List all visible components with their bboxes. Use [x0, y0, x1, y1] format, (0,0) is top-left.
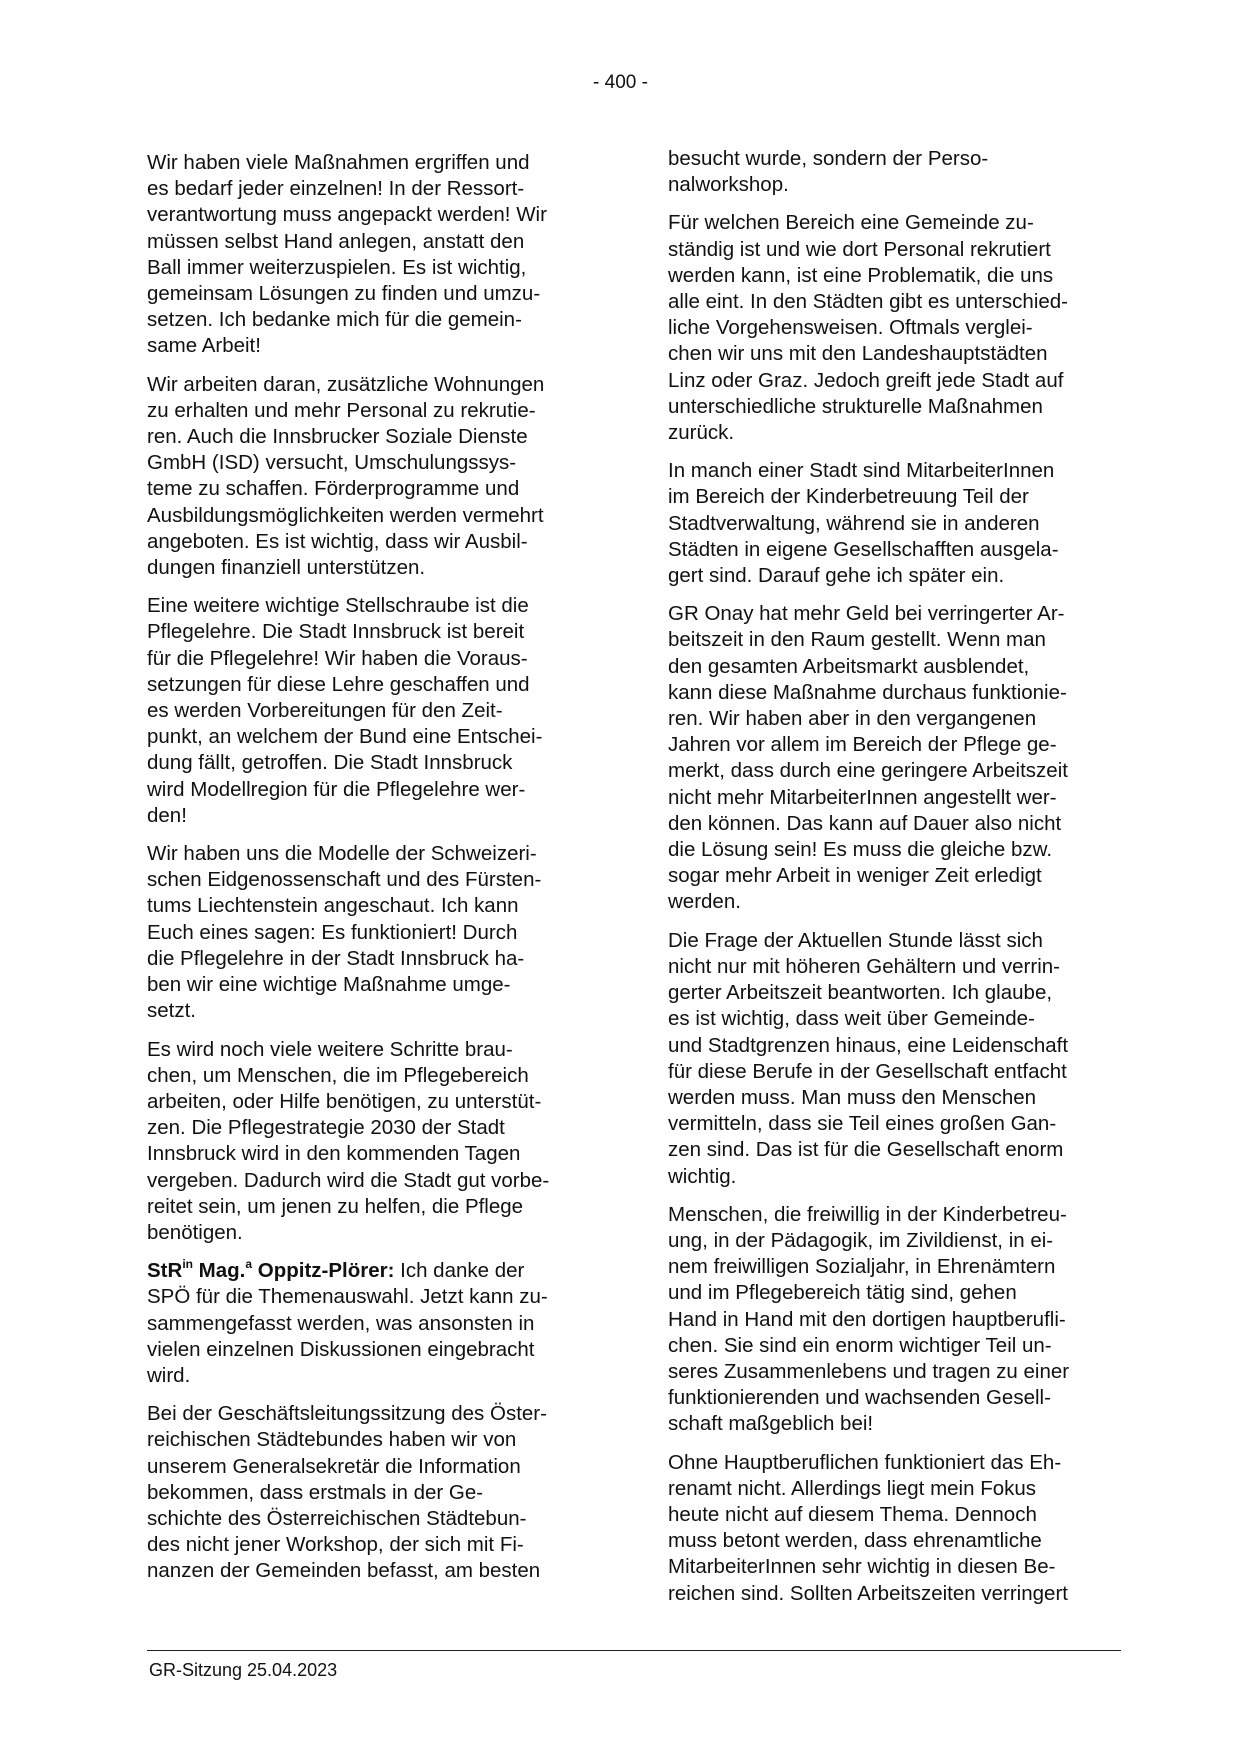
footer-session-date: GR-Sitzung 25.04.2023 — [149, 1660, 338, 1680]
paragraph: Wir haben uns die Modelle der Schweizeri- schen Eidgenossenschaft und des Fürsten- tums Liechtenstein angeschaut. Ich kann Euch eines sagen: Es funktioniert! Durch die Pflegelehre in der Stadt Innsbruck ha- ben wir eine wichtige Maßnahme umge- setzt. — [147, 842, 542, 1023]
paragraph: GR Onay hat mehr Geld bei verringerter Ar- beitszeit in den Raum gestellt. Wenn man den gesamten Arbeitsmarkt ausblendet, kann diese Maßnahme durchaus funktionie- ren. Wir haben aber in den vergangenen Jahren vor allem im Bereich der Pflege ge- merkt, dass durch eine geringere Arbeitszeit nicht mehr MitarbeiterInnen angestellt wer- den können. Das kann auf Dauer also nicht die Lösung sein! Es muss die gleiche bzw. sogar mehr Arbeit in weniger Zeit erledigt werden. — [668, 602, 1068, 914]
paragraph: Wir arbeiten daran, zusätzliche Wohnungen zu erhalten und mehr Personal zu rekrutie- ren. Auch die Innsbrucker Soziale Dienste GmbH (ISD) versucht, Umschulungssys- teme zu schaffen. Förderprogramme und Ausbildungsmöglichkeiten werden vermehrt angeboten. Es ist wichtig, dass wir Ausbil- dungen finanziell unterstützen. — [147, 372, 545, 580]
speaker-text: Ich danke der SPÖ für die Themenauswahl. Jetzt kann zu- sammengefasst werden, was ansonsten in vielen einzelnen Diskussionen eingebracht wird. — [147, 1259, 548, 1387]
paragraph: Ohne Hauptberuflichen funktioniert das Eh- renamt nicht. Allerdings liegt mein Fokus heute nicht auf diesem Thema. Dennoch muss betont werden, dass ehrenamtliche MitarbeiterInnen sehr wichtig in diesen Be- reichen sind. Sollten Arbeitszeiten verringert — [668, 1450, 1068, 1605]
footer-divider — [147, 1650, 1121, 1651]
paragraph: In manch einer Stadt sind MitarbeiterInnen im Bereich der Kinderbetreuung Teil der Stadtverwaltung, während sie in anderen Städten in eigene Gesellschafften ausgela- gert sind. Darauf gehe ich später ein. — [668, 459, 1059, 588]
left-column — [147, 150, 597, 1597]
paragraph: besucht wurde, sondern der Perso- nalworkshop. — [668, 147, 989, 197]
paragraph: Bei der Geschäftsleitungssitzung des Öster- reichischen Städtebundes haben wir von unserem Generalsekretär die Information bekommen, dass erstmals in der Ge- schichte des Österreichischen Städtebun- des nicht jener Workshop, der sich mit Fi- nanzen der Gemeinden befasst, am besten — [147, 1402, 547, 1583]
speaker-title-sup: in — [182, 1257, 193, 1272]
paragraph: Menschen, die freiwillig in der Kinderbetreu- ung, in der Pädagogik, im Zivildienst, in ei- nem freiwilligen Sozialjahr, in Ehrenämtern und im Pflegebereich tätig sind, gehen Hand in Hand mit den dortigen hauptberufli- chen. Sie sind ein enorm wichtiger Teil un- seres Zusammenlebens und tragen zu einer funktionierenden und wachsenden Gesell- schaft maßgeblich bei! — [668, 1202, 1070, 1436]
speaker-surname: Oppitz-Plörer: — [252, 1259, 395, 1283]
speaker-name — [147, 1259, 394, 1282]
speaker-degree-sup: a — [245, 1257, 253, 1272]
right-column — [668, 147, 1118, 1619]
speaker-title: StR — [147, 1259, 183, 1283]
paragraph: Für welchen Bereich eine Gemeinde zu- ständig ist und wie dort Personal rekrutiert werden kann, ist eine Problematik, die uns alle eint. In den Städten gibt es unterschied- liche Vorgehensweisen. Oftmals verglei- chen wir uns mit den Landeshauptstädten Linz oder Graz. Jedoch greift jede Stadt auf unterschiedliche strukturelle Maßnahmen zurück. — [668, 211, 1069, 445]
speaker-paragraph — [147, 1258, 597, 1389]
paragraph: Es wird noch viele weitere Schritte brau- chen, um Menschen, die im Pflegebereich arbeiten, oder Hilfe benötigen, zu unterstüt- zen. Die Pflegestrategie 2030 der Stadt Innsbruck wird in den kommenden Tagen vergeben. Dadurch wird die Stadt gut vorbe- reitet sein, um jenen zu helfen, die Pflege benötigen. — [147, 1037, 550, 1244]
paragraph: Wir haben viele Maßnahmen ergriffen und es bedarf jeder einzelnen! In der Ressort- verantwortung muss angepackt werden! Wir müssen selbst Hand anlegen, anstatt den Ball immer weiterzuspielen. Es ist wichtig, gemeinsam Lösungen zu finden und umzu- setzen. Ich bedanke mich für die gemein- same Arbeit! — [147, 151, 547, 358]
paragraph: Eine weitere wichtige Stellschraube ist die Pflegelehre. Die Stadt Innsbruck ist bereit für die Pflegelehre! Wir haben die Voraus- setzungen für diese Lehre geschaffen und es werden Vorbereitungen für den Zeit- punkt, an welchem der Bund eine Entschei- dung fällt, getroffen. Die Stadt Innsbruck wird Modellregion für die Pflegelehre wer- den! — [147, 594, 543, 827]
speaker-degree: Mag. — [192, 1259, 246, 1283]
page-number: - 400 - — [593, 72, 648, 93]
paragraph: Die Frage der Aktuellen Stunde lässt sich nicht nur mit höheren Gehältern und verrin- gerter Arbeitszeit beantworten. Ich glaube, es ist wichtig, dass weit über Gemeinde- und Stadtgrenzen hinaus, eine Leidenschaft für diese Berufe in der Gesellschaft entfacht werden muss. Man muss den Menschen vermitteln, dass sie Teil eines großen Gan- zen sind. Das ist für die Gesellschaft enorm wichtig. — [668, 928, 1069, 1188]
